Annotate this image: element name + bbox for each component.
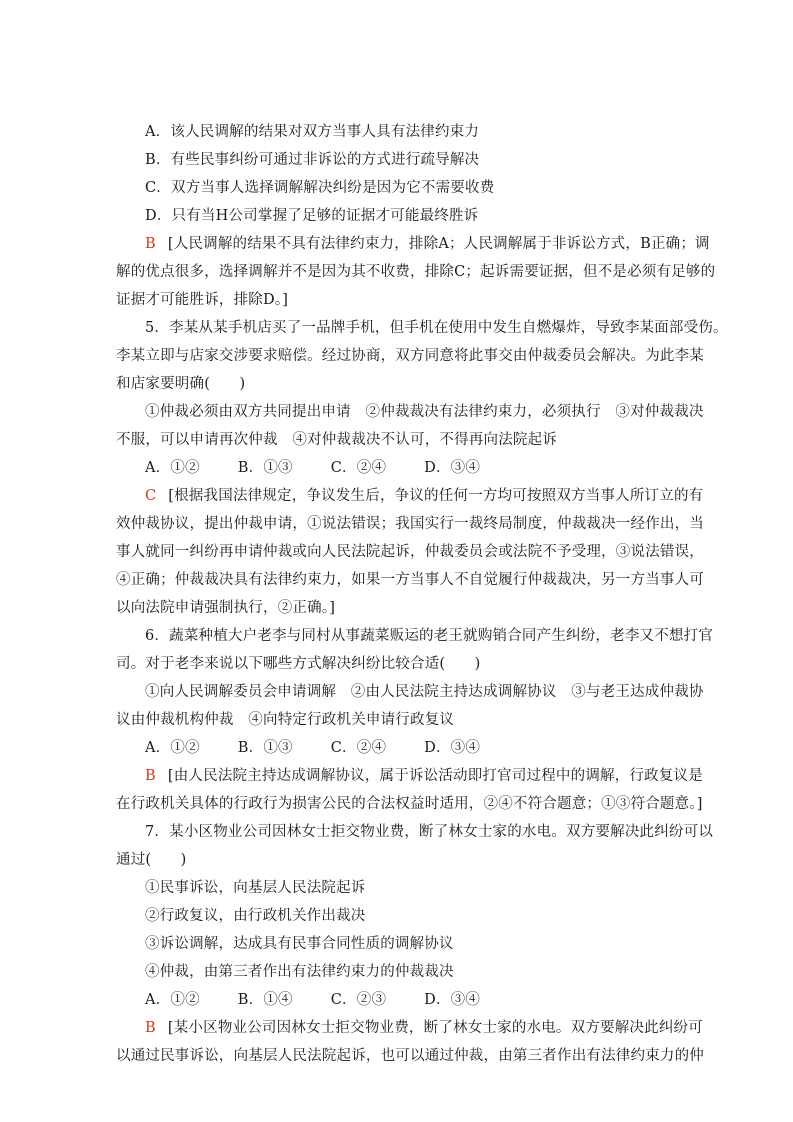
q5-explanation-line-1: C [根据我国法律规定，争议发生后，争议的任何一方均可按照双方当事人所订立的有 [145, 488, 704, 504]
q5-stem-line-1: 5．李某从某手机店买了一品牌手机，但手机在使用中发生自燃爆炸，导致李某面部受伤。 [145, 320, 728, 336]
q5-option-c: C．②④ [330, 460, 387, 476]
q6-answer: B [145, 768, 156, 784]
q4-answer: B [145, 236, 156, 252]
q4-option-a: A．该人民调解的结果对双方当事人具有法律约束力 [145, 124, 480, 140]
q5-explanation-line-2: 效仲裁协议，提出仲裁申请，①说法错误；我国实行一裁终局制度，仲裁裁决一经作出，当 [116, 516, 704, 532]
q4-option-b: B．有些民事纠纷可通过非诉讼的方式进行疏导解决 [145, 152, 480, 168]
q5-option-b: B．①③ [237, 460, 293, 476]
q7-option-c: C．②③ [330, 992, 387, 1008]
q5-items-line-2: 不服，可以申请再次仲裁 ④对仲裁裁决不认可，不得再向法院起诉 [116, 432, 557, 448]
q5-explanation-line-3: 事人就同一纠纷再申请仲裁或向人民法院起诉，仲裁委员会或法院不予受理，③说法错误， [116, 544, 704, 560]
q7-stem-line-2: 通过( ) [116, 852, 187, 868]
q5-answer: C [145, 488, 157, 504]
q5-stem-line-2: 李某立即与店家交涉要求赔偿。经过协商，双方同意将此事交由仲裁委员会解决。为此李某 [116, 348, 704, 364]
q7-explanation-line-1: B [某小区物业公司因林女士拒交物业费，断了林女士家的水电。双方要解决此纠纷可 [145, 1020, 703, 1036]
q4-explanation-line-2: 解的优点很多，选择调解并不是因为其不收费，排除C；起诉需要证据，但不是必须有足够的 [116, 264, 716, 280]
q4-option-d: D．只有当H公司掌握了足够的证据才可能最终胜诉 [145, 208, 479, 224]
q7-explanation-line-2: 以通过民事诉讼，向基层人民法院起诉，也可以通过仲裁，由第三者作出有法律约束力的仲 [116, 1048, 704, 1064]
q4-explanation-line-1: B [人民调解的结果不具有法律约束力，排除A；人民调解属于非诉讼方式，B正确；调 [145, 236, 710, 252]
q7-option-d: D．③④ [424, 992, 481, 1008]
q7-stem-line-1: 7．某小区物业公司因林女士拒交物业费，断了林女士家的水电。双方要解决此纠纷可以 [145, 824, 714, 840]
q5-explanation-line-5: 以向法院申请强制执行，②正确。] [116, 600, 336, 616]
q5-stem-line-3: 和店家要明确( ) [116, 376, 246, 392]
q6-explanation-line-1: B [由人民法院主持达成调解协议，属于诉讼活动即打官司过程中的调解，行政复议是 [145, 768, 703, 784]
q6-options [145, 738, 715, 758]
q7-option-a: A．①② [145, 992, 200, 1008]
q6-stem-line-1: 6．蔬菜种植大户老李与同村从事蔬菜贩运的老王就购销合同产生纠纷，老李又不想打官 [145, 628, 714, 644]
q7-item-1: ①民事诉讼，向基层人民法院起诉 [145, 880, 366, 896]
q6-option-b: B．①③ [237, 740, 293, 756]
q7-option-b: B．①④ [237, 992, 293, 1008]
q7-item-4: ④仲裁，由第三者作出有法律约束力的仲裁裁决 [145, 964, 454, 980]
q6-explanation-line-2: 在行政机关具体的行政行为损害公民的合法权益时适用，②④不符合题意；①③符合题意。] [116, 796, 703, 812]
q6-items-line-2: 议由仲裁机构仲裁 ④向特定行政机关申请行政复议 [116, 712, 455, 728]
q5-items-line-1: ①仲裁必须由双方共同提出申请 ②仲裁裁决有法律约束力，必须执行 ③对仲裁裁决 [145, 404, 704, 420]
q6-items-line-1: ①向人民调解委员会申请调解 ②由人民法院主持达成调解协议 ③与老王达成仲裁协 [145, 684, 704, 700]
q5-option-d: D．③④ [424, 460, 481, 476]
q6-option-a: A．①② [145, 740, 200, 756]
q6-option-d: D．③④ [424, 740, 481, 756]
q6-option-c: C．②④ [330, 740, 387, 756]
q4-explanation-line-3: 证据才可能胜诉，排除D。] [116, 292, 289, 308]
q7-options [145, 990, 715, 1010]
q5-explanation-line-4: ④正确；仲裁裁决具有法律约束力，如果一方当事人不自觉履行仲裁裁决，另一方当事人可 [116, 572, 704, 588]
q4-option-c: C．双方当事人选择调解解决纠纷是因为它不需要收费 [145, 180, 495, 196]
q5-option-a: A．①② [145, 460, 200, 476]
q7-item-2: ②行政复议，由行政机关作出裁决 [145, 908, 366, 924]
q6-stem-line-2: 司。对于老李来说以下哪些方式解决纠纷比较合适( ) [116, 656, 481, 672]
q5-options [145, 458, 715, 478]
q7-answer: B [145, 1020, 156, 1036]
q7-item-3: ③诉讼调解，达成具有民事合同性质的调解协议 [145, 936, 454, 952]
